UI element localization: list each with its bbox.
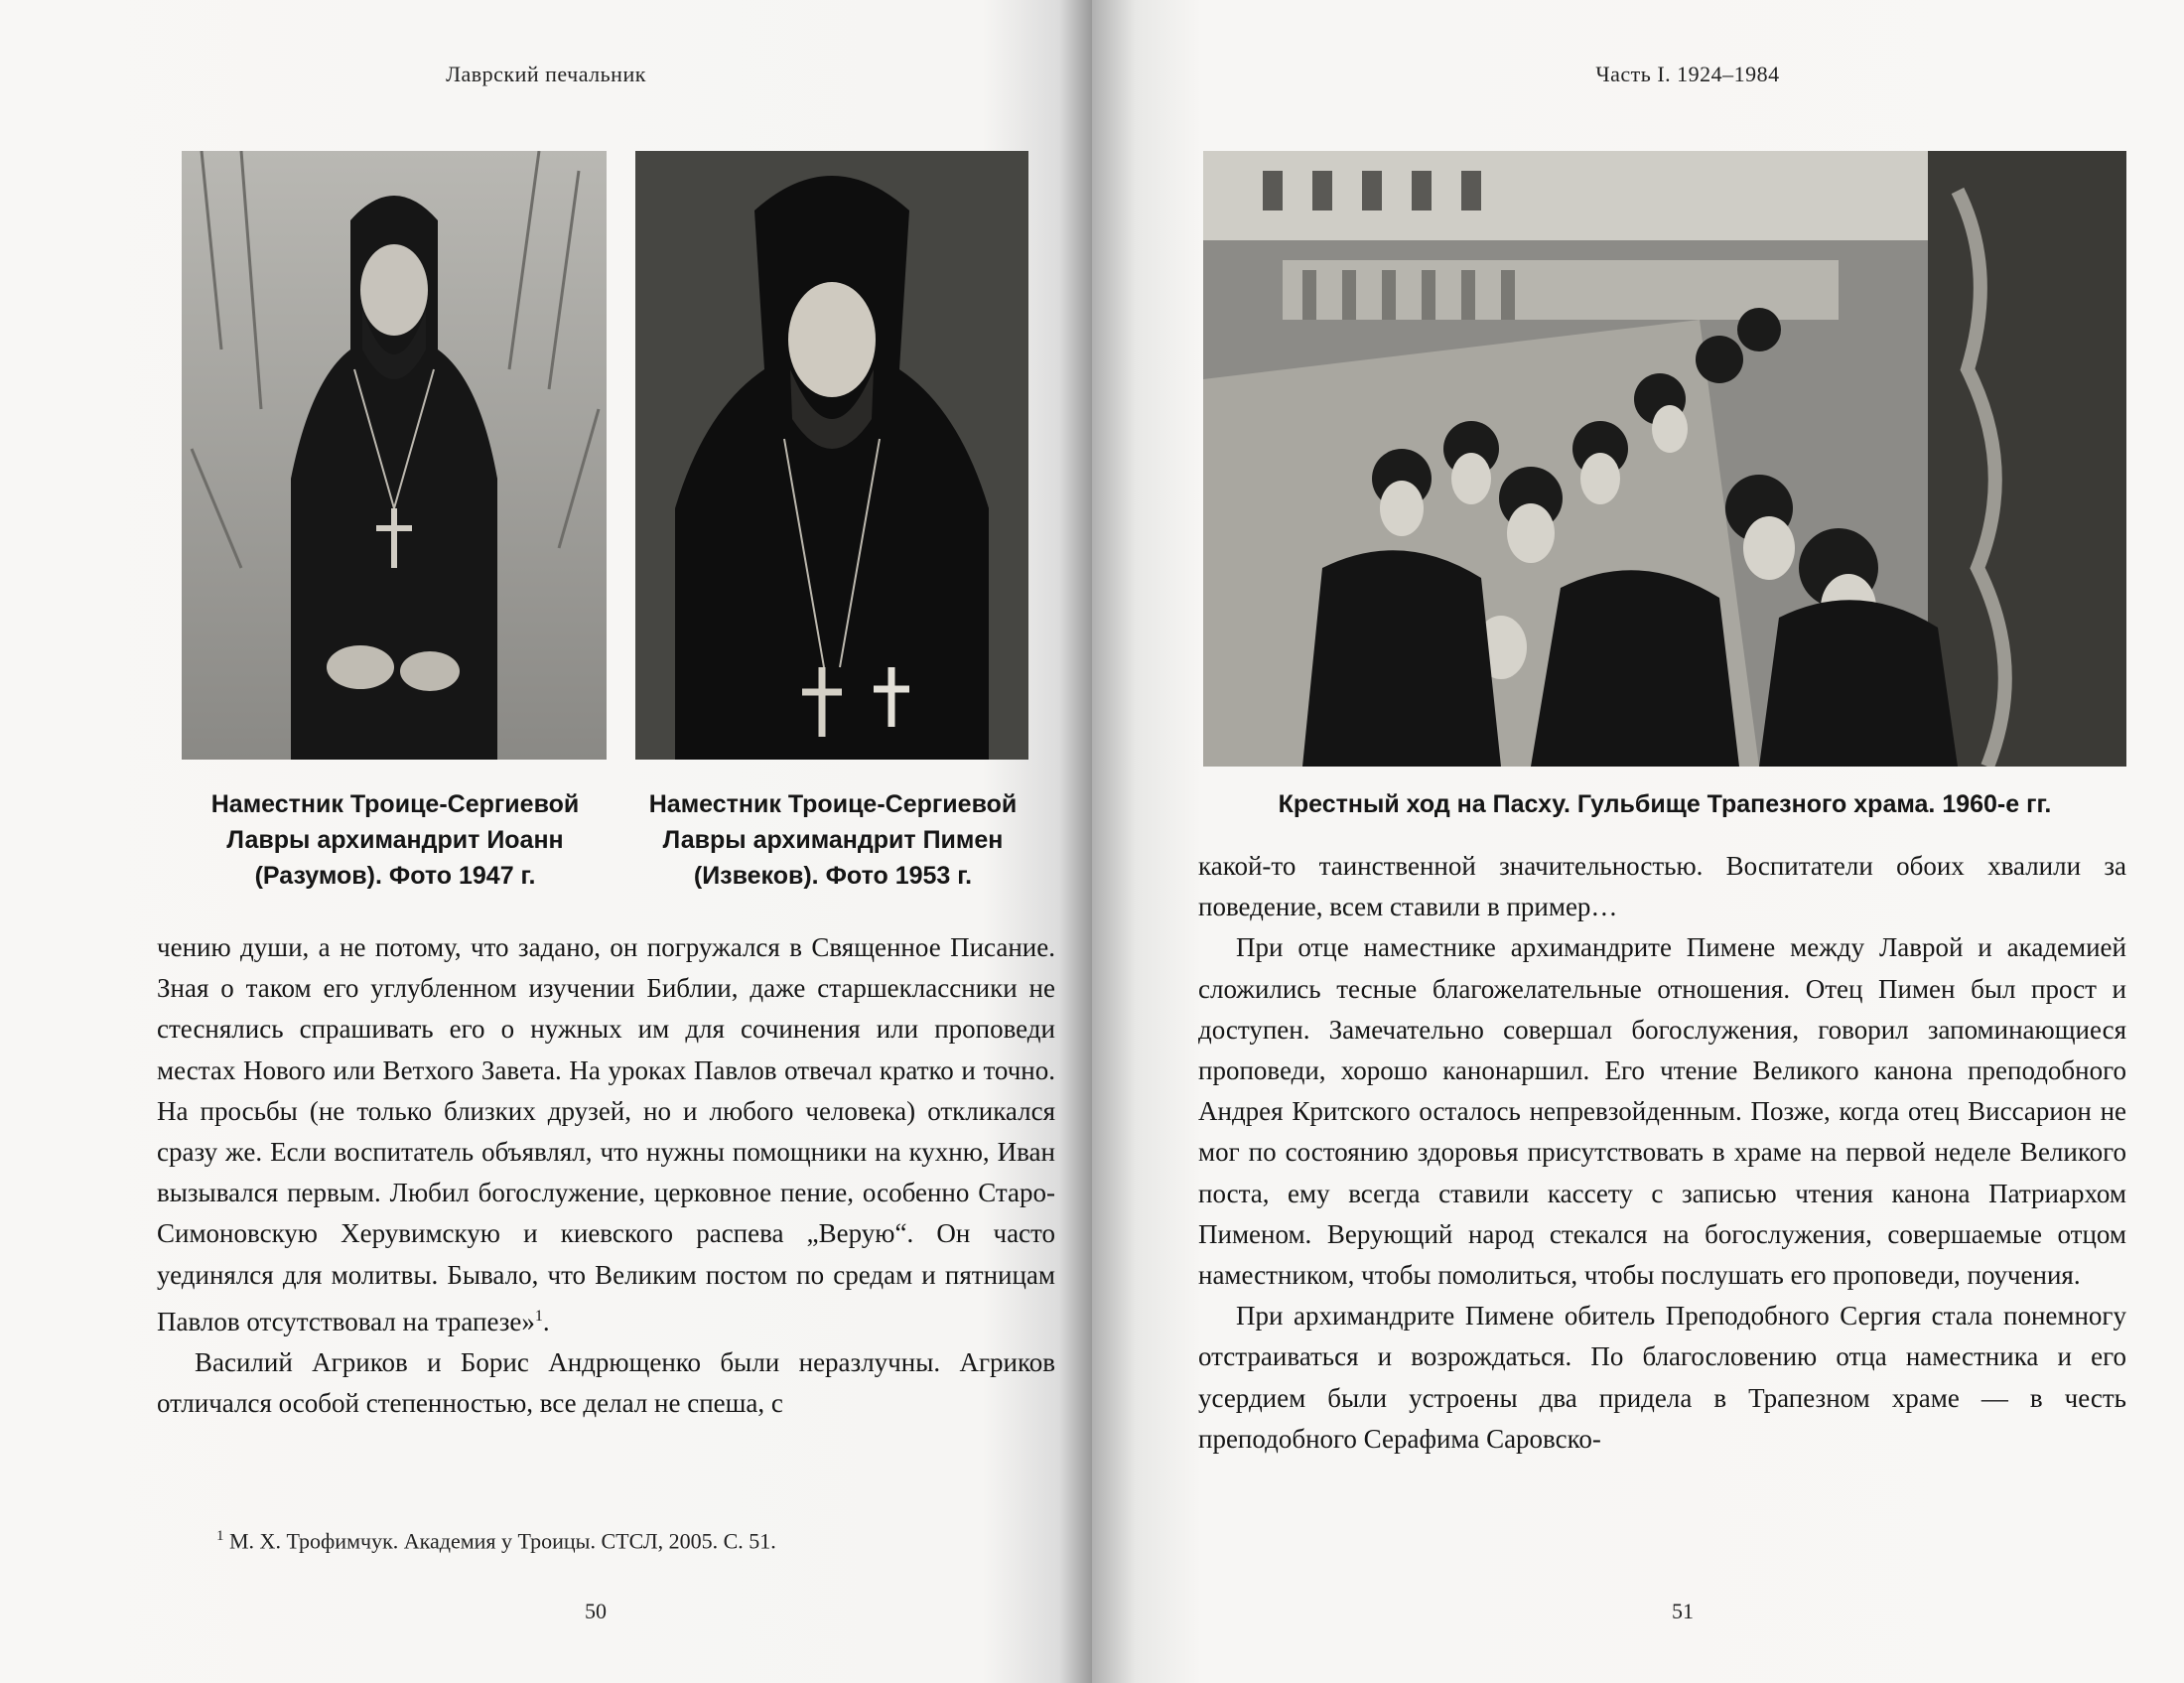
paragraph: При архимандрите Пимене обитель Преподобного Сергия стала понемногу отстраиваться и возрождаться. По благословению отца наместника и его усердием были устроены два придела в Трапезном храме — в честь преподобного Серафима Саровско- bbox=[1198, 1301, 2126, 1454]
right-page bbox=[1092, 0, 2184, 1683]
footnote-reference[interactable]: 1 bbox=[534, 1307, 543, 1325]
paragraph: Василий Агриков и Борис Андрющенко были неразлучны. Агриков отличался особой степенностью, все делал не спеша, с bbox=[157, 1347, 1055, 1419]
footnote bbox=[216, 1521, 1050, 1556]
running-head: Часть I. 1924–1984 bbox=[1595, 62, 1780, 86]
page-number: 50 bbox=[585, 1599, 607, 1623]
caption-line: Лавры архимандрит Иоанн bbox=[226, 826, 564, 854]
caption-line: Наместник Троице-Сергиевой bbox=[210, 790, 580, 818]
left-body-text bbox=[157, 927, 1055, 1424]
photo-caption: Крестный ход на Пасху. Гульбище Трапезного храма. 1960-е гг. bbox=[1278, 790, 2052, 818]
photo-archimandrite-pimen bbox=[635, 151, 1028, 760]
photo-archimandrite-ioann bbox=[182, 151, 607, 760]
paragraph bbox=[157, 927, 1055, 1342]
photo-2-caption bbox=[625, 786, 1040, 894]
caption-line: Наместник Троице-Сергиевой bbox=[648, 790, 1018, 818]
footnote-text: М. Х. Трофимчук. Академия у Троицы. СТСЛ, 2005. С. 51. bbox=[229, 1528, 776, 1554]
paragraph: какой-то таинственной значительностью. Воспитатели обоих хвалили за поведение, всем ставили в пример… bbox=[1198, 851, 2126, 922]
caption-line: (Разумов). Фото 1947 г. bbox=[254, 862, 536, 890]
page-number: 51 bbox=[1672, 1599, 1694, 1623]
paragraph: При отце наместнике архимандрите Пимене между Лаврой и академией сложились тесные благожелательные отношения. Отец Пимен был прост и доступен. Замечательно совершал богослужения, говорил запоминающиеся проповеди, хорошо канонаршил. Его чтение Великого канона преподобного Андрея Критского осталось непревзойденным. Позже, когда отец Виссарион не мог по состоянию здоровья присутствовать в храме на первой неделе Великого поста, ему всегда ставили кассету с записью чтения канона Патриархом Пименом. Верующий народ стекался на богослужения, совершаемые отцом наместником, чтобы помолиться, чтобы послушать его проповеди, поучения. bbox=[1198, 932, 2126, 1291]
caption-line: (Извеков). Фото 1953 г. bbox=[693, 862, 973, 890]
photo-1-caption bbox=[182, 786, 609, 894]
right-body-text bbox=[1198, 846, 2126, 1460]
running-head: Лаврский печальник bbox=[446, 62, 646, 86]
paragraph-text: чению души, а не потому, что задано, он погружался в Священное Писание. Зная о таком его углубленном изучении Библии, даже старшеклассники не стеснялись спрашивать его о нужных им для сочинения или проповеди местах Нового или Ветхого Завета. На уроках Павлов отвечал кратко и точно. На просьбы (не только близких друзей, но и любого человека) откликался сразу же. Если воспитатель объявлял, что нужны помощники на кухню, Иван вызывался первым. Любил богослужение, церковное пение, особенно Старо-Симоновскую Херувимскую и киевского распева „Верую“. Он часто уединялся для молитвы. Бывало, что Великим постом по средам и пятницам Павлов отсутствовал на трапезе» bbox=[157, 932, 1055, 1336]
caption-line: Лавры архимандрит Пимен bbox=[662, 826, 1004, 854]
photo-easter-procession bbox=[1203, 151, 2126, 767]
footnote-number: 1 bbox=[216, 1528, 224, 1544]
paragraph-end: . bbox=[542, 1306, 550, 1336]
